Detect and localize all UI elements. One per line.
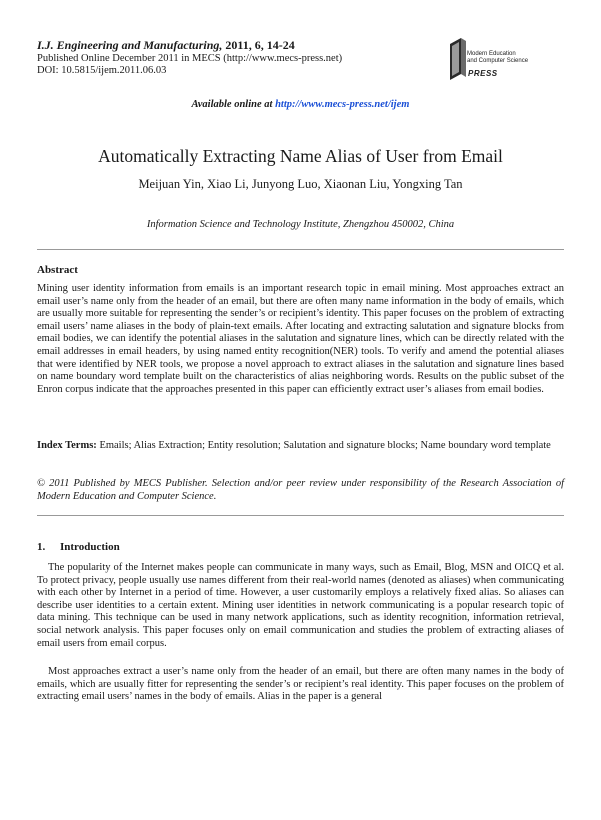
available-prefix: Available online at [191, 99, 276, 110]
logo-press: PRESS [468, 69, 498, 78]
paper-title: Automatically Extracting Name Alias of User from Email [98, 146, 503, 166]
index-terms-list: Emails; Alias Extraction; Entity resolution; Salutation and signature blocks; Name boundary word template [96, 440, 551, 451]
published-line: Published Online December 2011 in MECS (http://www.mecs-press.net) [37, 53, 343, 64]
book-icon [447, 34, 469, 86]
affiliation: Information Science and Technology Institute, Zhengzhou 450002, China [146, 219, 455, 230]
author-list: Meijuan Yin, Xiao Li, Junyong Luo, Xiaonan Liu, Yongxing Tan [138, 177, 463, 191]
journal-name [37, 38, 295, 52]
publisher-logo [447, 34, 567, 86]
intro-paragraph-2: Most approaches extract a user’s name only from the header of an email, but there are often many names in the body of emails, which are usually fitter for representing the sender’s or recipient’s real identity. This paper focuses on the problem of extracting email users’ names in the body of emails. Alias in the paper is a general [37, 666, 564, 703]
intro-paragraph-1: The popularity of the Internet makes people can communicate in many ways, such as Email, Blog, MSN and OICQ et al. To protect privacy, people usually use names different from their real-world names (denoted as aliases) when communicating with each other by Internet in a period of time. However, a user customarily employs a relatively fixed alias. So aliases can describe user identities to a certain extent. Mining user identities in network communicating is a popular research topic of data mining. This technique can be used in many network applications, such as identity recognition, information retrieval, social network analysis. This paper focuses only on email communication and studies the problem of extracting aliases of email users from email corpus. [37, 562, 564, 649]
available-online [0, 99, 601, 110]
abstract-heading: Abstract [37, 264, 78, 276]
section-number: 1. [37, 541, 46, 553]
index-terms-label: Index Terms: [37, 440, 97, 451]
index-terms [37, 440, 564, 453]
logo-line-2: and Computer Science [467, 57, 529, 64]
journal-issue: 2011, 6, 14-24 [222, 38, 295, 52]
section-title: Introduction [60, 541, 120, 553]
logo-line-1: Modern Education [467, 51, 516, 57]
copyright-notice: © 2011 Published by MECS Publisher. Selection and/or peer review under responsibility of the Research Association of Modern Education and Computer Science. [37, 478, 564, 502]
doi-line: DOI: 10.5815/ijem.2011.06.03 [37, 65, 167, 76]
journal-title: I.J. Engineering and Manufacturing, [37, 38, 223, 52]
divider-bottom [37, 515, 564, 516]
journal-url-link[interactable]: http://www.mecs-press.net/ijem [275, 99, 410, 110]
section-heading-introduction [37, 541, 120, 553]
abstract-text: Mining user identity information from emails is an important research topic in email mining. Most approaches extract an email user’s name only from the header of an email, but there are often many name information in the body of emails, which are usually more suitable for representing the sender’s or recipient’s identity. This paper focuses on the problem of extracting email users’ name aliases in the body of plain-text emails. After locating and extracting salutation and signature blocks from email bodies, we can identify the potential aliases in the salutation and signature lines, which can be directly related with the email addresses in email headers, by using named entity recognition(NER) tools. To verify and amend the potential aliases that were identified by NER tools, we propose a novel approach to extract aliases in the salutation and signature lines based on name boundary word template built on the characteristics of alias neighboring words. Results on the public subset of the Enron corpus indicate that the approaches presented in this paper can efficiently extract user’s aliases from email bodies. [37, 283, 564, 395]
divider-top [37, 249, 564, 250]
